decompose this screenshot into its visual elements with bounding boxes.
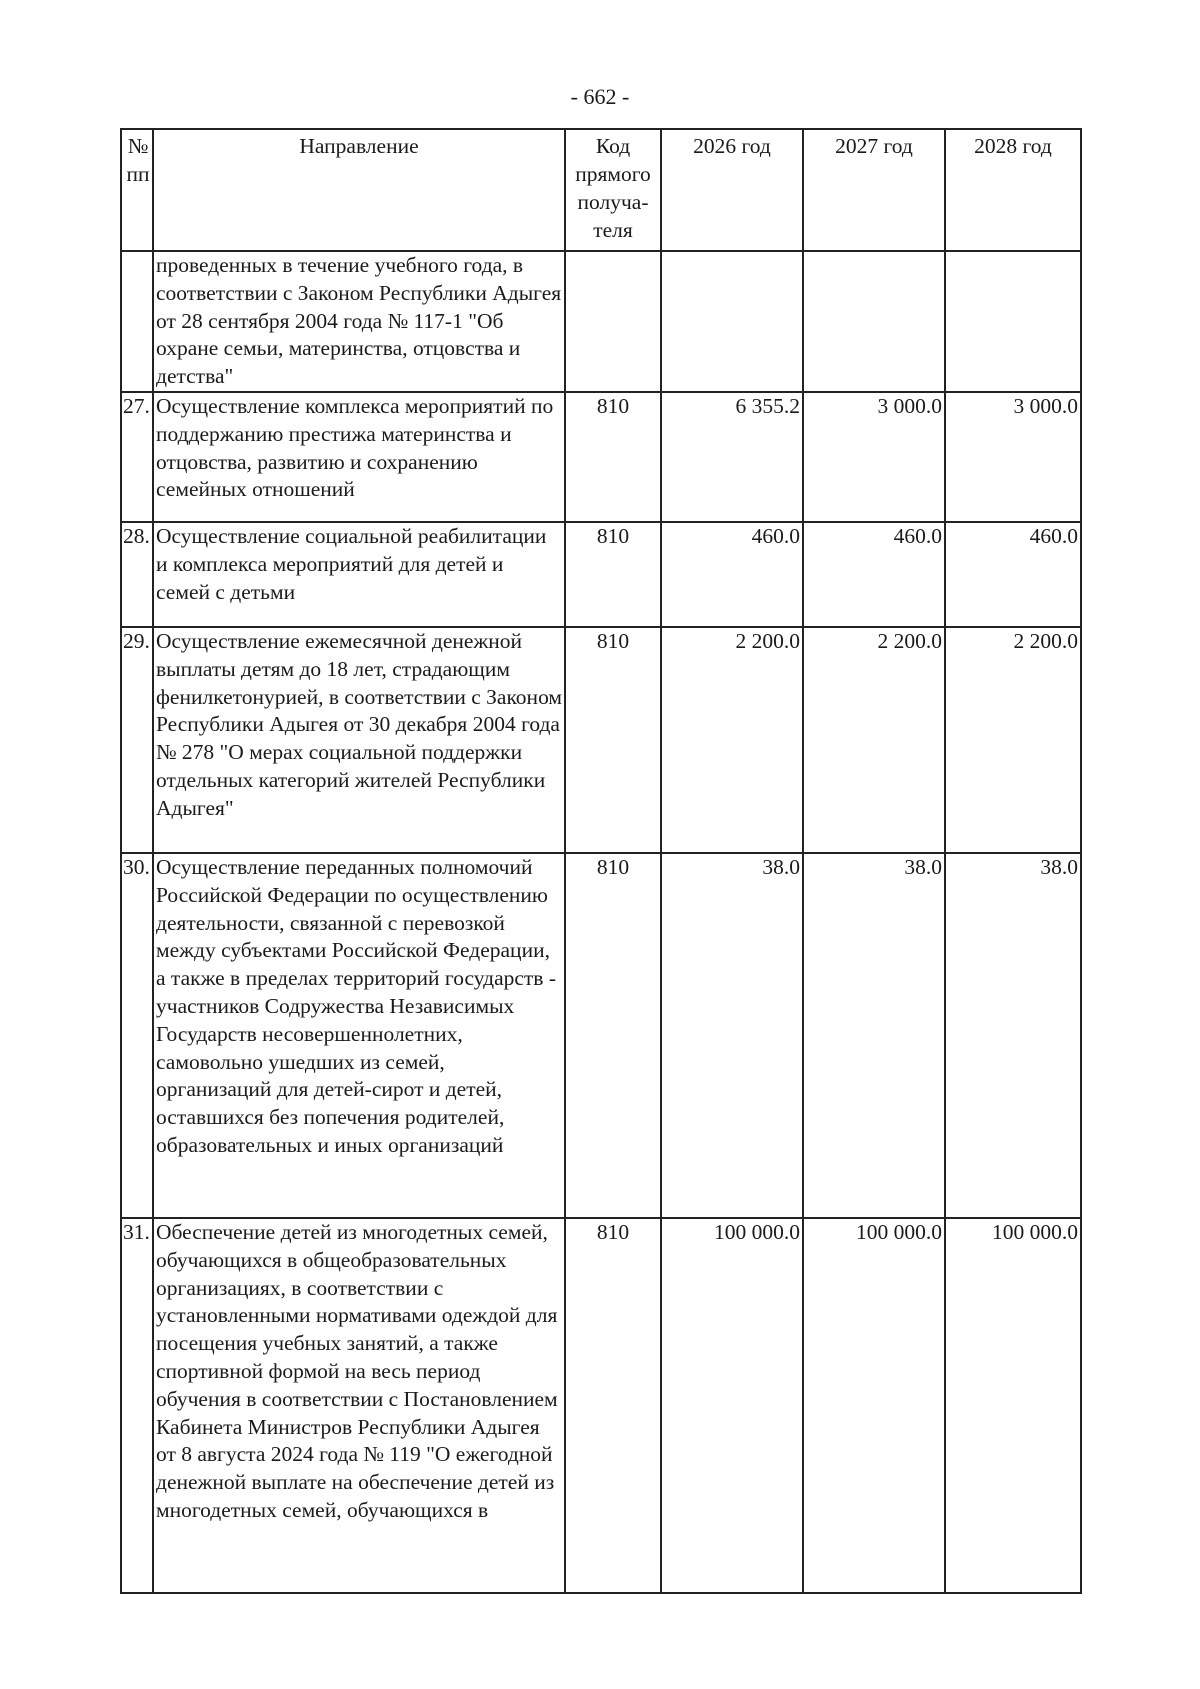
- row-2027: 38.0: [803, 853, 945, 1218]
- table-row: [121, 392, 1081, 522]
- row-code: 810: [565, 392, 661, 522]
- row-2026: 100 000.0: [661, 1218, 803, 1593]
- row-2027: [803, 251, 945, 392]
- header-direction: Направление: [153, 129, 565, 251]
- row-code: 810: [565, 1218, 661, 1593]
- row-direction: Осуществление социальной реабилитации и комплекса мероприятий для детей и семей с детьми: [153, 522, 565, 627]
- row-2027: 3 000.0: [803, 392, 945, 522]
- row-num: 27.: [121, 392, 153, 522]
- row-direction: Осуществление комплекса мероприятий по поддержанию престижа материнства и отцовства, развитию и сохранению семейных отношений: [153, 392, 565, 522]
- row-2026: 460.0: [661, 522, 803, 627]
- row-2026: [661, 251, 803, 392]
- row-num: 29.: [121, 627, 153, 853]
- header-num: № пп: [121, 129, 153, 251]
- row-num: [121, 251, 153, 392]
- table-row: [121, 522, 1081, 627]
- row-2026: 6 355.2: [661, 392, 803, 522]
- row-code: 810: [565, 522, 661, 627]
- budget-table: [120, 128, 1082, 1594]
- row-direction: Обеспечение детей из многодетных семей, обучающихся в общеобразовательных организациях, в соответствии с установленными нормативами одеждой для посещения учебных занятий, а также спортивной формой на весь период обучения в соответствии с Постановлением Кабинета Министров Республики Адыгея от 8 августа 2024 года № 119 "О ежегодной денежной выплате на обеспечение детей из многодетных семей, обучающихся в: [153, 1218, 565, 1593]
- row-2028: 100 000.0: [945, 1218, 1081, 1593]
- header-2028: 2028 год: [945, 129, 1081, 251]
- row-2028: 2 200.0: [945, 627, 1081, 853]
- row-direction: проведенных в течение учебного года, в соответствии с Законом Республики Адыгея от 28 сентября 2004 года № 117-1 "Об охране семьи, материнства, отцовства и детства": [153, 251, 565, 392]
- page-number: - 662 -: [570, 84, 630, 109]
- table-row: [121, 1218, 1081, 1593]
- row-2027: 2 200.0: [803, 627, 945, 853]
- table-header-row: [121, 129, 1081, 251]
- row-2027: 460.0: [803, 522, 945, 627]
- row-2028: 460.0: [945, 522, 1081, 627]
- row-code: [565, 251, 661, 392]
- row-num: 28.: [121, 522, 153, 627]
- row-2026: 2 200.0: [661, 627, 803, 853]
- table-row: [121, 627, 1081, 853]
- table-row: [121, 251, 1081, 392]
- row-2028: [945, 251, 1081, 392]
- header-2027: 2027 год: [803, 129, 945, 251]
- row-num: 30.: [121, 853, 153, 1218]
- row-2028: 38.0: [945, 853, 1081, 1218]
- row-2027: 100 000.0: [803, 1218, 945, 1593]
- row-2026: 38.0: [661, 853, 803, 1218]
- table-row: [121, 853, 1081, 1218]
- header-2026: 2026 год: [661, 129, 803, 251]
- row-2028: 3 000.0: [945, 392, 1081, 522]
- header-code: Код прямого получа-теля: [565, 129, 661, 251]
- row-num: 31.: [121, 1218, 153, 1593]
- row-direction: Осуществление ежемесячной денежной выплаты детям до 18 лет, страдающим фенилкетонурией, в соответствии с Законом Республики Адыгея от 30 декабря 2004 года № 278 "О мерах социальной поддержки отдельных категорий жителей Республики Адыгея": [153, 627, 565, 853]
- row-direction: Осуществление переданных полномочий Российской Федерации по осуществлению деятельности, связанной с перевозкой между субъектами Российской Федерации, а также в пределах территорий государств - участников Содружества Независимых Государств несовершеннолетних, самовольно ушедших из семей, организаций для детей-сирот и детей, оставшихся без попечения родителей, образовательных и иных организаций: [153, 853, 565, 1218]
- row-code: 810: [565, 853, 661, 1218]
- row-code: 810: [565, 627, 661, 853]
